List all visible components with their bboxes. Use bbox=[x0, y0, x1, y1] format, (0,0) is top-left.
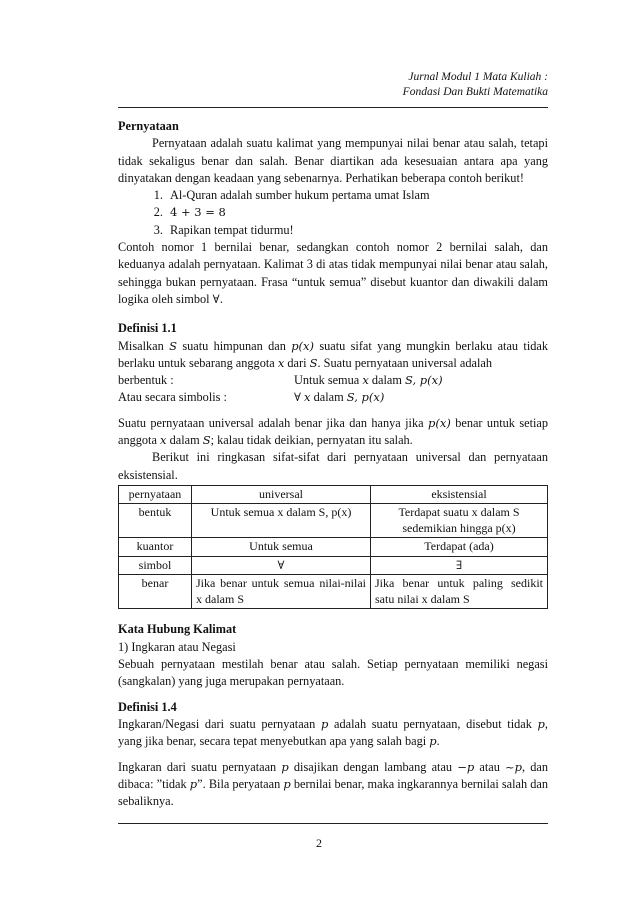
definition-1-1-text bbox=[118, 338, 548, 373]
symbolic-value bbox=[294, 389, 384, 406]
negation-notation-paragraph bbox=[118, 759, 548, 811]
table-row bbox=[119, 575, 548, 609]
list-item: 3. Rapikan tempat tidurmu! bbox=[166, 222, 548, 239]
header-line-2: Fondasi Dan Bukti Matematika bbox=[402, 86, 548, 98]
math-x: x bbox=[160, 433, 167, 448]
table-row bbox=[119, 538, 548, 557]
math-px: p(x) bbox=[291, 338, 315, 353]
section-title-kata-hubung: Kata Hubung Kalimat bbox=[118, 622, 237, 637]
table-cell: Terdapat (ada) bbox=[371, 538, 548, 557]
math-S: S bbox=[309, 355, 318, 370]
table-header-row bbox=[119, 485, 548, 504]
text-run: atau bbox=[479, 759, 500, 774]
text-run: bernilai benar, maka ingkarannya bernilai salah dan sebaliknya. bbox=[118, 776, 549, 809]
math-negation: −p bbox=[457, 759, 475, 774]
text-run: benar untuk setiap anggota bbox=[118, 415, 549, 448]
math-p: p bbox=[283, 776, 291, 791]
text-run: ; kalau tidak deikian, pernyatan itu salah. bbox=[210, 433, 413, 448]
math-S: S bbox=[169, 338, 177, 353]
list-item: 1. Al-Quran adalah sumber hukum pertama umat Islam bbox=[166, 187, 548, 204]
definition-title-1-1: Definisi 1.1 bbox=[118, 321, 177, 336]
page-number: 2 bbox=[316, 836, 322, 850]
text-run: dalam bbox=[169, 433, 200, 448]
symbolic-label: Atau secara simbolis : bbox=[118, 390, 227, 405]
table-cell: benar bbox=[119, 575, 192, 609]
table-header-cell: pernyataan bbox=[119, 485, 192, 504]
text-run: ”. Bila peryataan bbox=[197, 776, 281, 791]
text-run: disajikan dengan lambang atau bbox=[293, 759, 453, 774]
table-cell: kuantor bbox=[119, 538, 192, 557]
table-row bbox=[119, 556, 548, 575]
table-cell: bentuk bbox=[119, 504, 192, 538]
text-run: Ingkaran dari suatu pernyataan bbox=[118, 759, 277, 774]
text-run: suatu himpunan dan bbox=[182, 338, 286, 353]
example-list bbox=[118, 187, 548, 239]
definition-title-1-4: Definisi 1.4 bbox=[118, 699, 177, 714]
summary-intro-paragraph: Berikut ini ringkasan sifat-sifat dari pernyataan universal dan pernyataan eksistensial. bbox=[118, 450, 548, 482]
footer-rule bbox=[118, 823, 548, 824]
universal-truth-paragraph bbox=[118, 415, 548, 450]
math-x: x bbox=[277, 355, 285, 370]
math-p: p bbox=[189, 776, 198, 791]
math-px: p(x) bbox=[427, 415, 451, 430]
subsection-negasi: 1) Ingkaran atau Negasi bbox=[118, 639, 236, 654]
table-cell-exists-symbol: ∃ bbox=[371, 556, 548, 575]
text-run: Untuk semua bbox=[294, 373, 360, 388]
math-p: p bbox=[320, 716, 329, 731]
forall-symbol: ∀ bbox=[294, 390, 301, 405]
text-run: Ingkaran/Negasi dari suatu pernyataan bbox=[118, 716, 316, 731]
paragraph-pernyataan: Pernyataan adalah suatu kalimat yang mempunyai nilai benar atau salah, tetapi tidak sekaligus benar dan salah. Benar diartikan ada kesesuaian antara apa yang dinyatakan dengan keadaan yang sebenarnya. Perhatikan beberapa contoh berikut! bbox=[118, 136, 548, 185]
math-p: p bbox=[537, 716, 545, 731]
running-header bbox=[403, 70, 548, 100]
table-cell: Jika benar untuk semua nilai-nilai x dalam S bbox=[192, 575, 371, 609]
text-run: suatu sifat yang mungkin berlaku atau tidak berlaku untuk sebarang anggota bbox=[118, 338, 548, 370]
list-item bbox=[166, 204, 548, 221]
text-run: . bbox=[436, 734, 440, 749]
header-rule bbox=[118, 107, 548, 108]
table-cell: Terdapat suatu x dalam S sedemikian hingga p(x) bbox=[371, 504, 548, 538]
text-run: , dan dibaca: ”tidak bbox=[118, 759, 549, 791]
math-x: x bbox=[304, 390, 311, 405]
section-title-pernyataan: Pernyataan bbox=[118, 119, 179, 133]
form-label: berbentuk : bbox=[118, 373, 174, 388]
table-row bbox=[119, 504, 548, 538]
table-cell: Untuk semua bbox=[192, 538, 371, 557]
form-value bbox=[294, 372, 443, 389]
paragraph-kuantor bbox=[118, 239, 548, 308]
header-line-1: Jurnal Modul 1 Mata Kuliah : bbox=[408, 71, 548, 83]
math-negation: ~p bbox=[505, 759, 523, 774]
text-run: adalah suatu pernyataan, disebut tidak bbox=[334, 716, 532, 731]
table-cell: Jika benar untuk paling sedikit satu nilai x dalam S bbox=[371, 575, 548, 609]
math-expression: S, p(x) bbox=[405, 373, 443, 388]
table-cell-forall-symbol: ∀ bbox=[192, 556, 371, 575]
text-run: , yang jika benar, secara tepat menyebutkan apa yang salah bagi bbox=[118, 716, 548, 749]
table-header-cell: universal bbox=[192, 485, 371, 504]
page-body bbox=[118, 118, 548, 810]
text-run: dari bbox=[287, 355, 307, 370]
math-p: p bbox=[429, 734, 437, 749]
text-run: Misalkan bbox=[118, 338, 164, 353]
math-expression: S, p(x) bbox=[346, 390, 385, 405]
text-run: Suatu pernyataan universal adalah benar jika dan hanya jika bbox=[118, 415, 424, 430]
forall-symbol: ∀. bbox=[212, 291, 224, 306]
quantifier-summary-table bbox=[118, 485, 548, 610]
text-run: . Suatu pernyataan universal adalah bbox=[317, 355, 492, 370]
symbolic-row bbox=[118, 389, 548, 406]
negasi-paragraph: Sebuah pernyataan mestilah benar atau salah. Setiap pernyataan memiliki negasi (sangkalan) yang juga merupakan pernyataan. bbox=[118, 657, 548, 689]
table-cell: Untuk semua x dalam S, p(x) bbox=[192, 504, 371, 538]
paragraph-text: Contoh nomor 1 bernilai benar, sedangkan contoh nomor 2 bernilai salah, dan keduanya adalah pernyataan. Kalimat 3 di atas tidak mempunyai nilai benar atau salah, sehingga bukan pernyataan. Frasa “untuk semua” disebut kuantor dan diwakili dalam logika oleh simbol bbox=[118, 240, 548, 306]
math-expression: 4 + 3 = 8 bbox=[170, 205, 226, 220]
text-run: dalam bbox=[313, 390, 344, 405]
definition-1-4-text bbox=[118, 716, 548, 751]
form-row bbox=[118, 372, 548, 389]
table-header-cell: eksistensial bbox=[371, 485, 548, 504]
math-x: x bbox=[362, 373, 369, 388]
text-run: dalam bbox=[371, 373, 402, 388]
math-p: p bbox=[281, 759, 289, 774]
table-cell: simbol bbox=[119, 556, 192, 575]
math-S: S bbox=[202, 433, 211, 448]
